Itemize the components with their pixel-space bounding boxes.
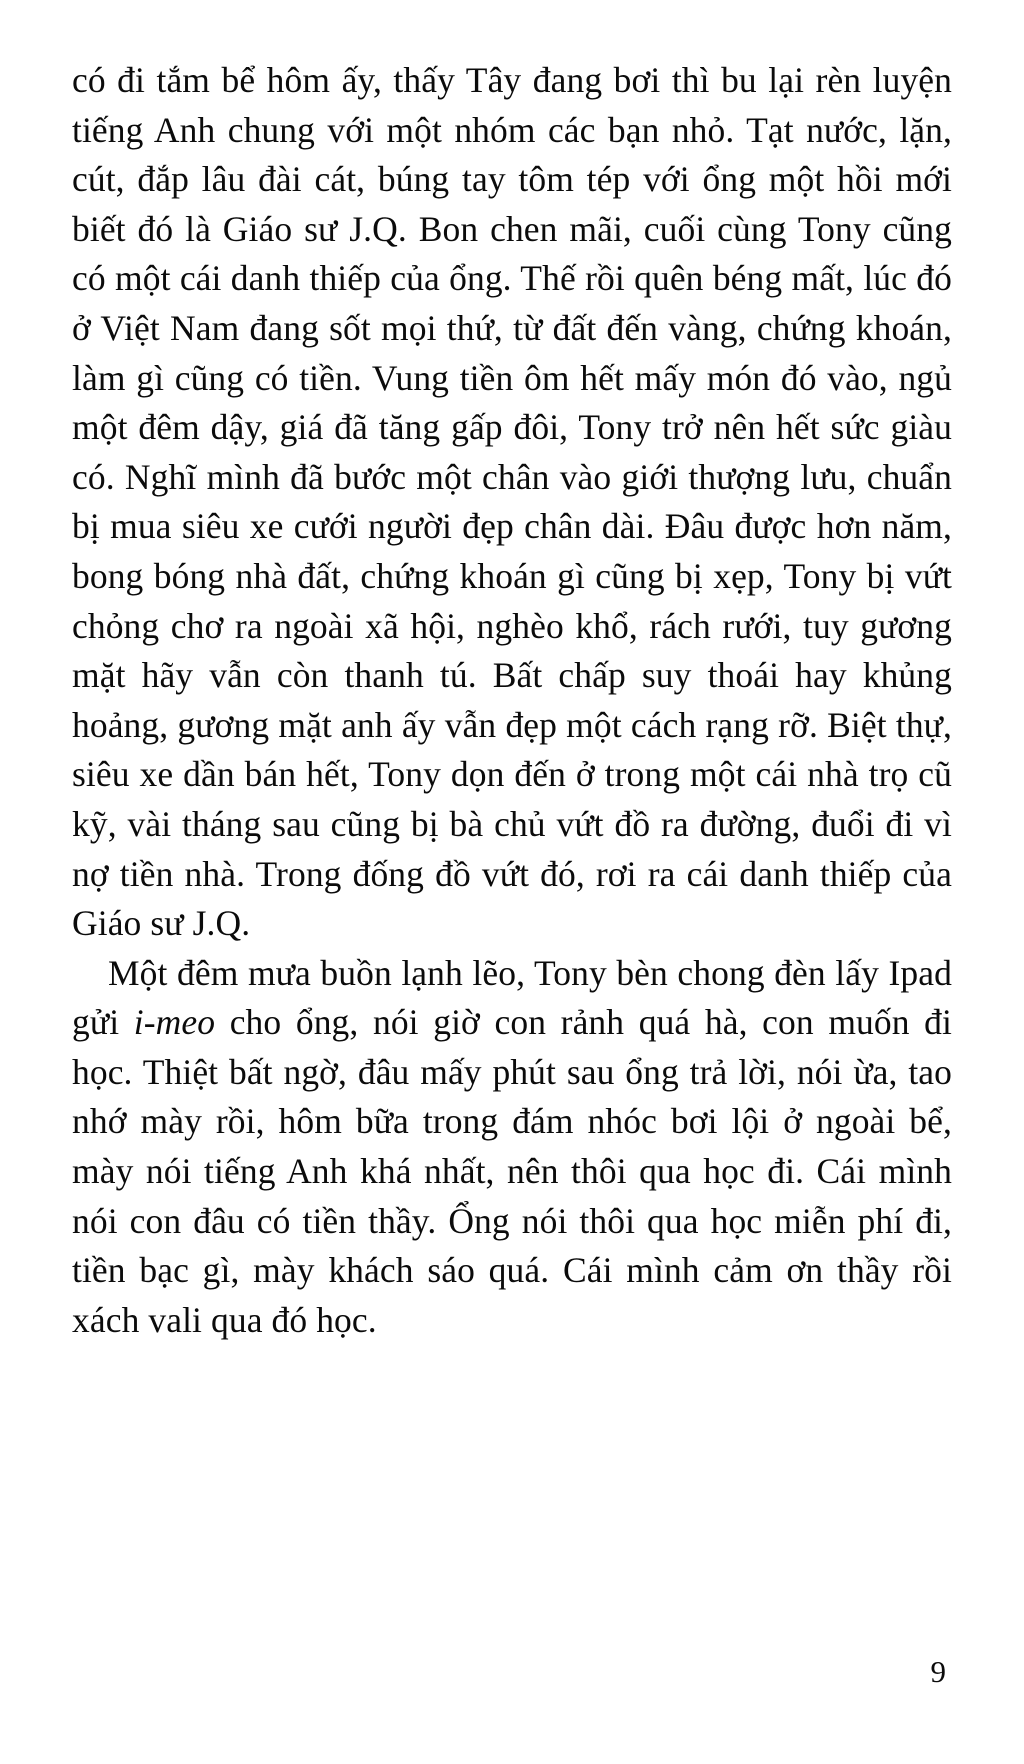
page-number: 9 — [930, 1654, 946, 1689]
paragraph-1: có đi tắm bể hôm ấy, thấy Tây đang bơi thì bu lại rèn luyện tiếng Anh chung với một nhóm các bạn nhỏ. Tạt nước, lặn, cút, đắp lâu đài cát, búng tay tôm tép với ổng một hồi mới biết đó là Giáo sư J.Q. Bon chen mãi, cuối cùng Tony cũng có một cái danh thiếp của ổng. Thế rồi quên béng mất, lúc đó ở Việt Nam đang sốt mọi thứ, từ đất đến vàng, chứng khoán, làm gì cũng có tiền. Vung tiền ôm hết mấy món đó vào, ngủ một đêm dậy, giá đã tăng gấp đôi, Tony trở nên hết sức giàu có. Nghĩ mình đã bước một chân vào giới thượng lưu, chuẩn bị mua siêu xe cưới người đẹp chân dài. Đâu được hơn năm, bong bóng nhà đất, chứng khoán gì cũng bị xẹp, Tony bị vứt chỏng chơ ra ngoài xã hội, nghèo khổ, rách rưới, tuy gương mặt hãy vẫn còn thanh tú. Bất chấp suy thoái hay khủng hoảng, gương mặt anh ấy vẫn đẹp một cách rạng rỡ. Biệt thự, siêu xe dần bán hết, Tony dọn đến ở trong một cái nhà trọ cũ kỹ, vài tháng sau cũng bị bà chủ vứt đồ ra đường, đuổi đi vì nợ tiền nhà. Trong đống đồ vứt đó, rơi ra cái danh thiếp của Giáo sư J.Q. — [72, 60, 952, 944]
paragraph-2-part-2: cho ổng, nói giờ con rảnh quá hà, con muốn đi học. Thiệt bất ngờ, đâu mấy phút sau ổng trả lời, nói ừa, tao nhớ mày rồi, hôm bữa trong đám nhóc bơi lội ở ngoài bể, mày nói tiếng Anh khá nhất, nên thôi qua học đi. Cái mình nói con đâu có tiền thầy. Ổng nói thôi qua học miễn phí đi, tiền bạc gì, mày khách sáo quá. Cái mình cảm ơn thầy rồi xách vali qua đó học. — [72, 1002, 952, 1340]
paragraph-2-italic-term: i-meo — [133, 1002, 216, 1043]
paragraph-2-part-1: Một đêm mưa buồn lạnh lẽo, Tony bèn chong đèn lấy Ipad gửi — [72, 952, 952, 1043]
paragraph-2 — [72, 949, 952, 1346]
page-text-body — [72, 56, 952, 1345]
